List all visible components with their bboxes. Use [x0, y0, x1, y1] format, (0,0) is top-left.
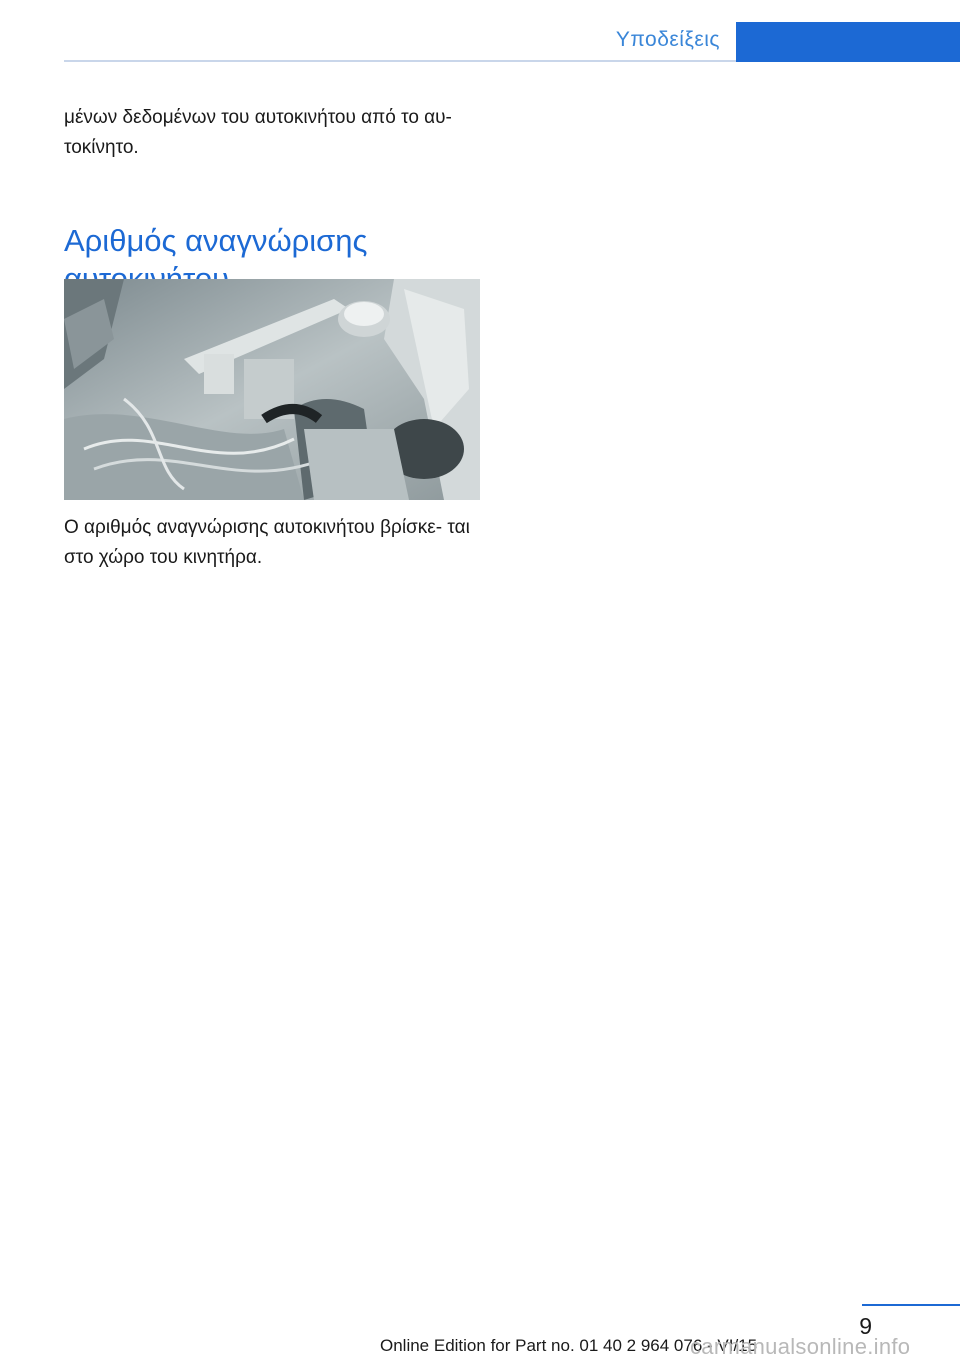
- page-number: 9: [859, 1313, 872, 1339]
- section-heading: Αριθμός αναγνώρισης: [64, 222, 368, 258]
- section-title: Υποδείξεις: [615, 28, 720, 51]
- footer-rule: [862, 1304, 960, 1306]
- edition-line: Online Edition for Part no. 01 40 2 964 076 - VI/15: [380, 1336, 758, 1355]
- paragraph-continued: μένων δεδομένων του αυτοκινήτου από το αυ- τοκίνητο.: [64, 107, 452, 158]
- engine-bay-illustration: [64, 279, 480, 500]
- engine-bay-photo: [64, 279, 480, 500]
- section-tab: [736, 22, 960, 62]
- header-rule: [64, 60, 736, 62]
- watermark: carmanualsonline.info: [690, 1334, 911, 1359]
- figure-caption: Ο αριθμός αναγνώρισης αυτοκινήτου βρίσκε- ται στο χώρο του κινητήρα.: [64, 517, 470, 568]
